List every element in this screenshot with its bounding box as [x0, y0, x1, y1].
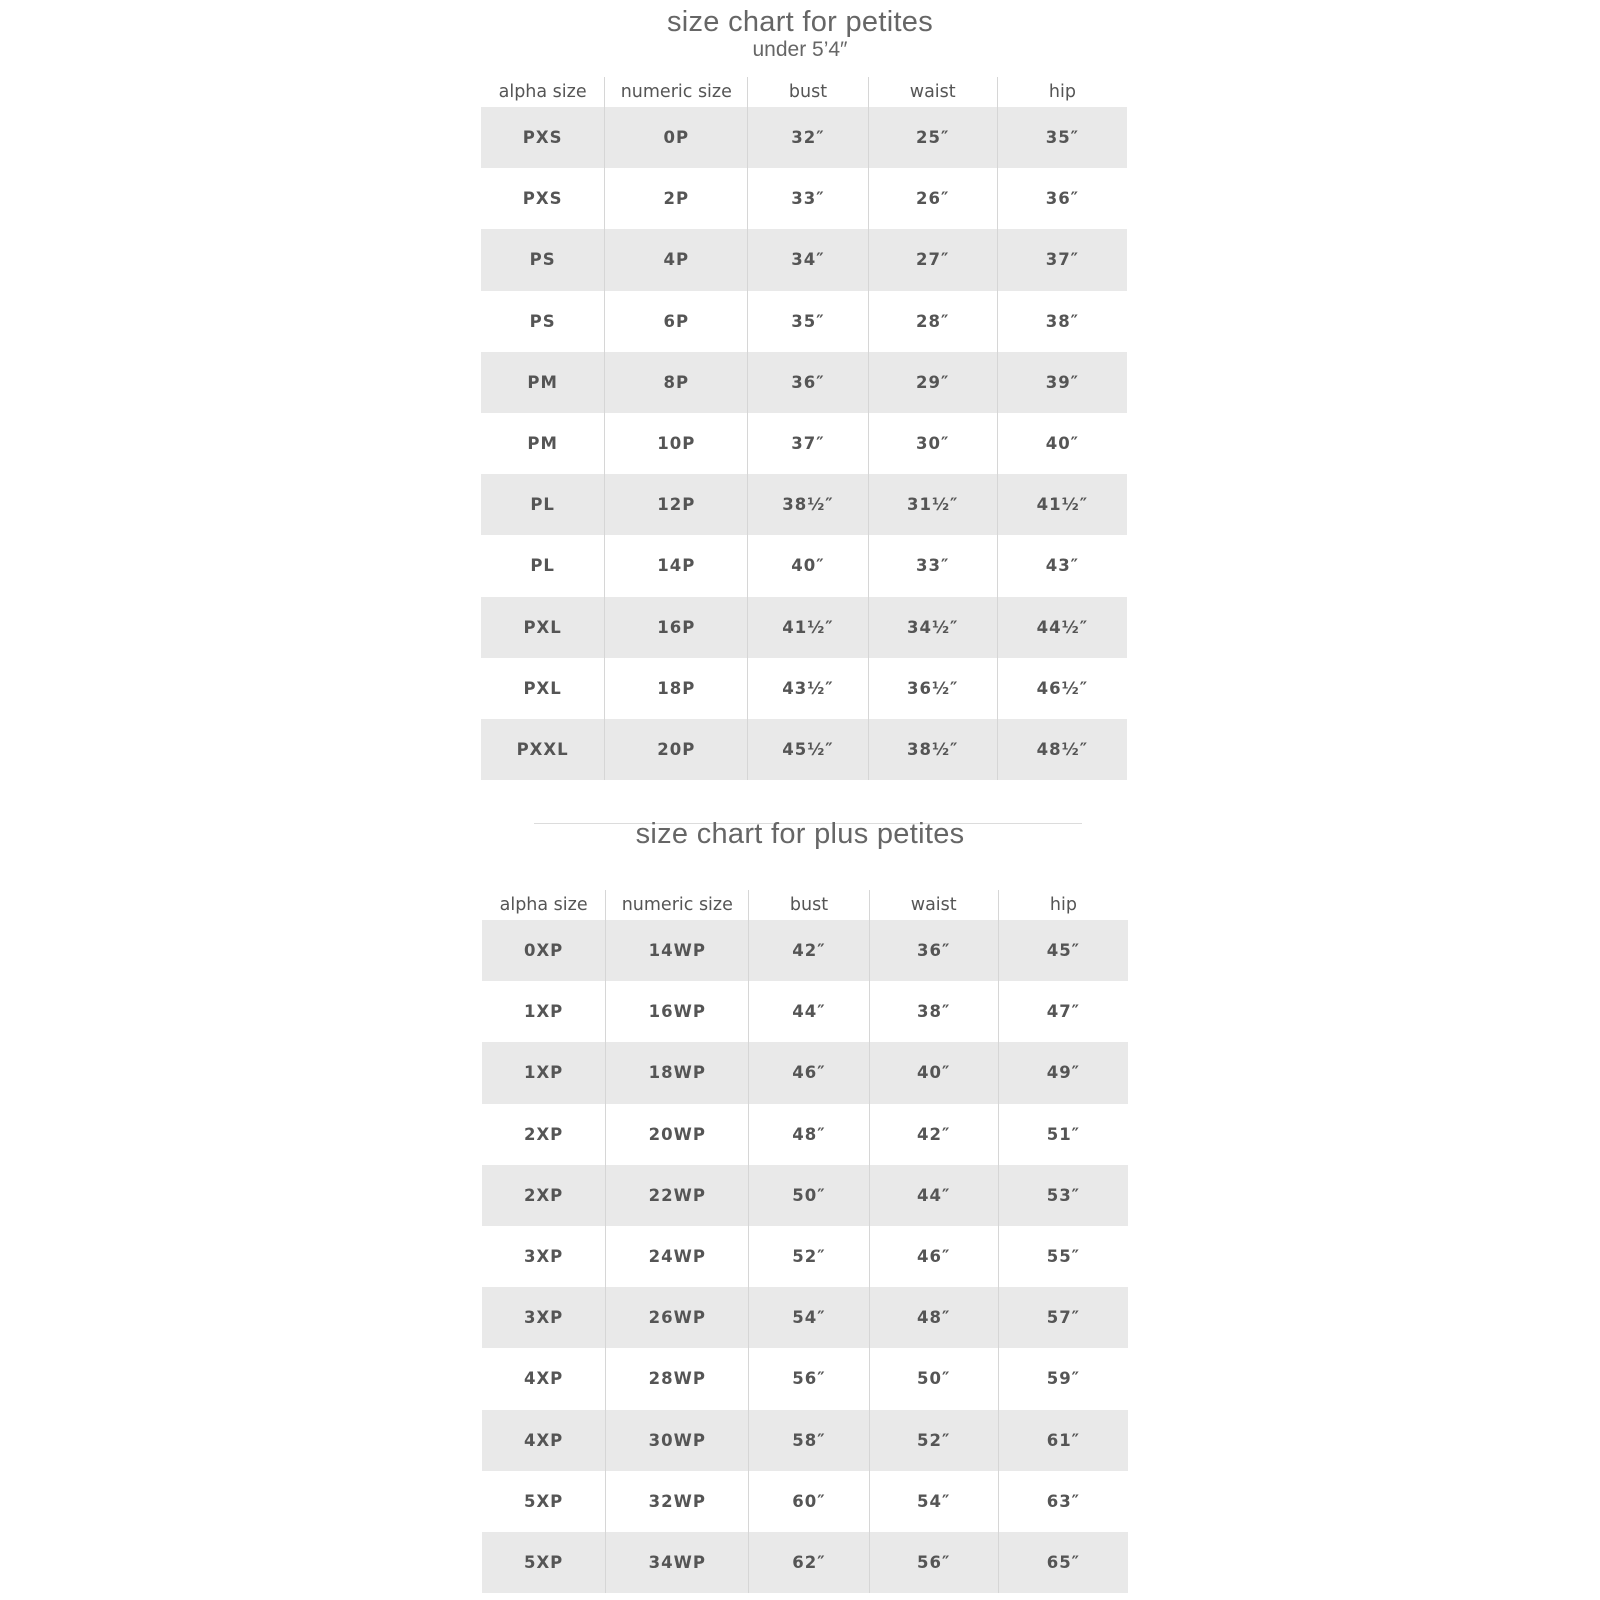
cell-alpha-size: 4XP: [482, 1348, 606, 1409]
cell-hip: 65″: [1046, 1552, 1081, 1572]
cell-hip: 57″: [1046, 1308, 1081, 1328]
cell-hip: 59″: [1046, 1369, 1081, 1389]
petites-chart-title: size chart for petites: [666, 6, 934, 38]
cell-bust: 58″: [749, 1410, 869, 1471]
petites-chart-subtitle: under 5’4″: [752, 38, 848, 61]
cell-alpha-size: PXS: [481, 168, 605, 229]
cell-waist: 46″: [870, 1226, 999, 1287]
cell-alpha-size: 2XP: [482, 1165, 606, 1226]
header-alpha-size: alpha size: [481, 77, 605, 107]
cell-numeric-size: 14WP: [606, 920, 749, 981]
table-row: [482, 1532, 1128, 1593]
table-row: [481, 658, 1127, 719]
table-row: [481, 168, 1127, 229]
cell-alpha-size: PXL: [481, 597, 605, 658]
table-row: [481, 474, 1127, 535]
cell-waist: 38½″: [869, 719, 998, 780]
header-bust: bust: [748, 77, 868, 107]
header-bust: bust: [749, 890, 869, 920]
cell-hip: 53″: [1046, 1185, 1081, 1205]
cell-waist: 25″: [869, 107, 998, 168]
table-row: [481, 291, 1127, 352]
cell-numeric-size: 34WP: [606, 1532, 749, 1593]
cell-bust: 46″: [749, 1042, 869, 1103]
cell-hip: 46½″: [1036, 678, 1089, 698]
cell-numeric-size: 32WP: [606, 1471, 749, 1532]
table-row: [481, 597, 1127, 658]
cell-alpha-size: PM: [481, 352, 605, 413]
cell-waist: 44″: [870, 1165, 999, 1226]
header-waist: waist: [870, 890, 999, 920]
cell-waist: 38″: [870, 981, 999, 1042]
cell-bust: 62″: [749, 1532, 869, 1593]
cell-waist: 48″: [870, 1287, 999, 1348]
cell-hip: 47″: [1046, 1002, 1081, 1022]
cell-alpha-size: PM: [481, 413, 605, 474]
cell-hip: 40″: [1045, 434, 1080, 454]
cell-waist: 42″: [870, 1104, 999, 1165]
cell-numeric-size: 16WP: [606, 981, 749, 1042]
cell-bust: 41½″: [748, 597, 868, 658]
table-row: [481, 413, 1127, 474]
cell-alpha-size: PL: [481, 535, 605, 596]
cell-alpha-size: PS: [481, 229, 605, 290]
cell-numeric-size: 2P: [605, 168, 748, 229]
cell-numeric-size: 26WP: [606, 1287, 749, 1348]
table-header-row: [481, 77, 1127, 107]
table-row: [482, 1287, 1128, 1348]
table-row: [482, 1348, 1128, 1409]
header-hip: hip: [1049, 895, 1077, 915]
cell-bust: 50″: [749, 1165, 869, 1226]
cell-numeric-size: 30WP: [606, 1410, 749, 1471]
table-row: [482, 981, 1128, 1042]
cell-waist: 52″: [870, 1410, 999, 1471]
table-row: [482, 1104, 1128, 1165]
cell-bust: 48″: [749, 1104, 869, 1165]
table-row: [482, 1226, 1128, 1287]
cell-bust: 56″: [749, 1348, 869, 1409]
header-waist: waist: [869, 77, 998, 107]
cell-hip: 39″: [1045, 372, 1080, 392]
cell-hip: 44½″: [1036, 617, 1089, 637]
header-alpha-size: alpha size: [482, 890, 606, 920]
cell-waist: 40″: [870, 1042, 999, 1103]
cell-hip: 38″: [1045, 311, 1080, 331]
cell-hip: 55″: [1046, 1247, 1081, 1267]
cell-alpha-size: 1XP: [482, 1042, 606, 1103]
cell-waist: 31½″: [869, 474, 998, 535]
cell-bust: 37″: [748, 413, 868, 474]
cell-hip: 63″: [1046, 1491, 1081, 1511]
cell-hip: 41½″: [1036, 495, 1089, 515]
cell-alpha-size: 1XP: [482, 981, 606, 1042]
cell-bust: 34″: [748, 229, 868, 290]
cell-numeric-size: 20P: [605, 719, 748, 780]
cell-bust: 45½″: [748, 719, 868, 780]
cell-numeric-size: 28WP: [606, 1348, 749, 1409]
cell-alpha-size: PXL: [481, 658, 605, 719]
header-numeric-size: numeric size: [605, 77, 748, 107]
cell-hip: 36″: [1045, 189, 1080, 209]
table-row: [482, 920, 1128, 981]
cell-bust: 44″: [749, 981, 869, 1042]
cell-waist: 33″: [869, 535, 998, 596]
cell-waist: 36″: [870, 920, 999, 981]
cell-waist: 56″: [870, 1532, 999, 1593]
cell-numeric-size: 16P: [605, 597, 748, 658]
cell-waist: 36½″: [869, 658, 998, 719]
cell-numeric-size: 6P: [605, 291, 748, 352]
cell-bust: 33″: [748, 168, 868, 229]
petites-size-table: [481, 77, 1127, 780]
cell-alpha-size: PL: [481, 474, 605, 535]
table-row: [481, 535, 1127, 596]
cell-alpha-size: 5XP: [482, 1471, 606, 1532]
cell-hip: 45″: [1046, 941, 1081, 961]
table-row: [481, 107, 1127, 168]
cell-waist: 27″: [869, 229, 998, 290]
table-row: [481, 229, 1127, 290]
table-row: [482, 1042, 1128, 1103]
cell-numeric-size: 18WP: [606, 1042, 749, 1103]
cell-numeric-size: 14P: [605, 535, 748, 596]
cell-waist: 29″: [869, 352, 998, 413]
cell-hip: 51″: [1046, 1124, 1081, 1144]
header-hip: hip: [1048, 82, 1076, 102]
cell-waist: 28″: [869, 291, 998, 352]
table-row: [481, 352, 1127, 413]
cell-hip: 35″: [1045, 128, 1080, 148]
cell-bust: 32″: [748, 107, 868, 168]
table-row: [481, 719, 1127, 780]
cell-hip: 43″: [1045, 556, 1080, 576]
cell-hip: 37″: [1045, 250, 1080, 270]
cell-hip: 61″: [1046, 1430, 1081, 1450]
cell-alpha-size: 5XP: [482, 1532, 606, 1593]
cell-bust: 40″: [748, 535, 868, 596]
cell-numeric-size: 12P: [605, 474, 748, 535]
cell-waist: 30″: [869, 413, 998, 474]
cell-bust: 54″: [749, 1287, 869, 1348]
cell-alpha-size: PS: [481, 291, 605, 352]
cell-alpha-size: PXXL: [481, 719, 605, 780]
cell-alpha-size: 3XP: [482, 1226, 606, 1287]
cell-alpha-size: 2XP: [482, 1104, 606, 1165]
cell-alpha-size: 0XP: [482, 920, 606, 981]
cell-hip: 49″: [1046, 1063, 1081, 1083]
cell-bust: 52″: [749, 1226, 869, 1287]
cell-hip: 48½″: [1036, 739, 1089, 759]
cell-numeric-size: 18P: [605, 658, 748, 719]
cell-bust: 60″: [749, 1471, 869, 1532]
cell-numeric-size: 8P: [605, 352, 748, 413]
plus-petites-chart-title: size chart for plus petites: [635, 818, 965, 850]
cell-bust: 35″: [748, 291, 868, 352]
cell-waist: 34½″: [869, 597, 998, 658]
cell-numeric-size: 10P: [605, 413, 748, 474]
cell-numeric-size: 24WP: [606, 1226, 749, 1287]
cell-numeric-size: 22WP: [606, 1165, 749, 1226]
cell-bust: 38½″: [748, 474, 868, 535]
table-row: [482, 1165, 1128, 1226]
table-header-row: [482, 890, 1128, 920]
cell-numeric-size: 0P: [605, 107, 748, 168]
cell-alpha-size: PXS: [481, 107, 605, 168]
cell-bust: 42″: [749, 920, 869, 981]
cell-alpha-size: 4XP: [482, 1410, 606, 1471]
table-row: [482, 1410, 1128, 1471]
cell-bust: 36″: [748, 352, 868, 413]
cell-waist: 26″: [869, 168, 998, 229]
cell-numeric-size: 20WP: [606, 1104, 749, 1165]
cell-waist: 50″: [870, 1348, 999, 1409]
table-row: [482, 1471, 1128, 1532]
cell-alpha-size: 3XP: [482, 1287, 606, 1348]
plus-petites-size-table: [482, 890, 1128, 1593]
cell-bust: 43½″: [748, 658, 868, 719]
cell-numeric-size: 4P: [605, 229, 748, 290]
header-numeric-size: numeric size: [606, 890, 749, 920]
cell-waist: 54″: [870, 1471, 999, 1532]
